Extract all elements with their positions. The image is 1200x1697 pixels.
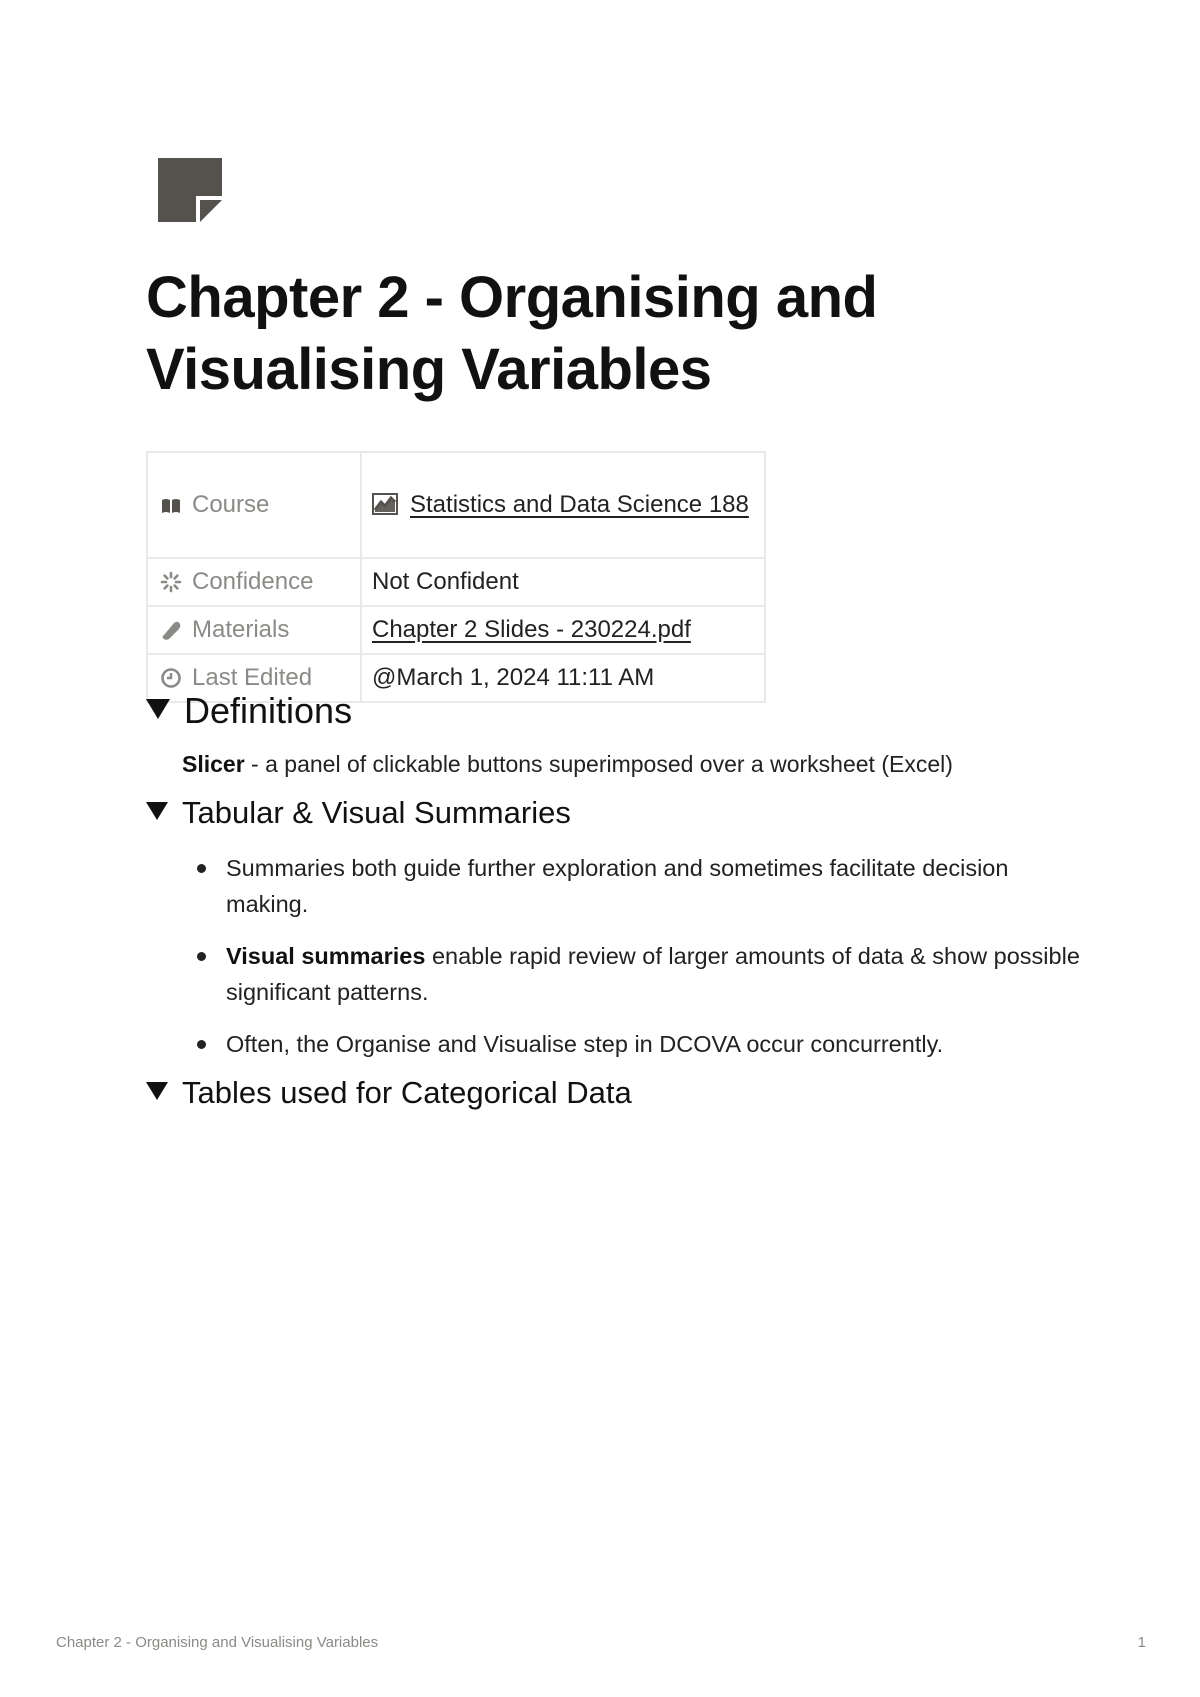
property-value-course[interactable] bbox=[361, 452, 765, 558]
property-row-confidence bbox=[147, 558, 765, 606]
property-label: Course bbox=[192, 491, 270, 518]
chart-line-icon bbox=[372, 493, 398, 515]
paperclip-icon bbox=[160, 619, 182, 641]
toggle-triangle-icon[interactable] bbox=[146, 699, 170, 719]
list-item bbox=[182, 1026, 1082, 1062]
property-label: Materials bbox=[192, 616, 290, 643]
summaries-list bbox=[182, 850, 1082, 1078]
toggle-categorical-tables[interactable] bbox=[146, 1075, 632, 1111]
footer-title: Chapter 2 - Organising and Visualising Variables bbox=[56, 1634, 379, 1651]
property-value-materials[interactable] bbox=[361, 606, 765, 654]
property-key-confidence bbox=[147, 558, 361, 606]
properties-table bbox=[146, 451, 766, 703]
bullet-text: Summaries both guide further exploration and sometimes facilitate decision making. bbox=[226, 855, 1009, 917]
categorical-heading: Tables used for Categorical Data bbox=[182, 1075, 632, 1110]
materials-file-link[interactable]: Chapter 2 Slides - 230224.pdf bbox=[372, 616, 691, 643]
toggle-summaries[interactable] bbox=[146, 795, 571, 831]
page-number: 1 bbox=[1137, 1634, 1146, 1651]
list-item bbox=[182, 850, 1082, 922]
page-title: Chapter 2 - Organising and Visualising Variables bbox=[146, 265, 878, 402]
property-row-materials bbox=[147, 606, 765, 654]
bullet-bold: Visual summaries bbox=[226, 943, 426, 969]
bullet-text: enable rapid review of larger amounts of data & show possible significant patterns. bbox=[226, 943, 1080, 1005]
definition-text: - a panel of clickable buttons superimposed over a worksheet (Excel) bbox=[244, 751, 953, 777]
property-row-course bbox=[147, 452, 765, 558]
list-item bbox=[182, 938, 1082, 1010]
property-label: Confidence bbox=[192, 568, 314, 595]
clock-icon bbox=[160, 667, 182, 689]
property-key-materials bbox=[147, 606, 361, 654]
definitions-heading: Definitions bbox=[184, 690, 353, 731]
definition-term: Slicer bbox=[182, 751, 245, 777]
summaries-heading: Tabular & Visual Summaries bbox=[182, 795, 571, 830]
toggle-triangle-icon[interactable] bbox=[146, 1082, 168, 1100]
bullet-text: Often, the Organise and Visualise step in DCOVA occur concurrently. bbox=[226, 1031, 944, 1057]
property-key-course bbox=[147, 452, 361, 558]
loading-icon bbox=[160, 571, 182, 593]
property-label: Last Edited bbox=[192, 664, 313, 691]
property-value-last-edited: @March 1, 2024 11:11 AM bbox=[361, 654, 765, 702]
definition-slicer bbox=[182, 751, 953, 778]
toggle-definitions[interactable] bbox=[146, 690, 352, 732]
toggle-triangle-icon[interactable] bbox=[146, 802, 168, 820]
sticky-note-icon bbox=[158, 158, 222, 222]
property-value-confidence[interactable]: Not Confident bbox=[361, 558, 765, 606]
book-icon bbox=[160, 494, 182, 516]
course-link[interactable]: Statistics and Data Science 188 bbox=[410, 491, 749, 518]
